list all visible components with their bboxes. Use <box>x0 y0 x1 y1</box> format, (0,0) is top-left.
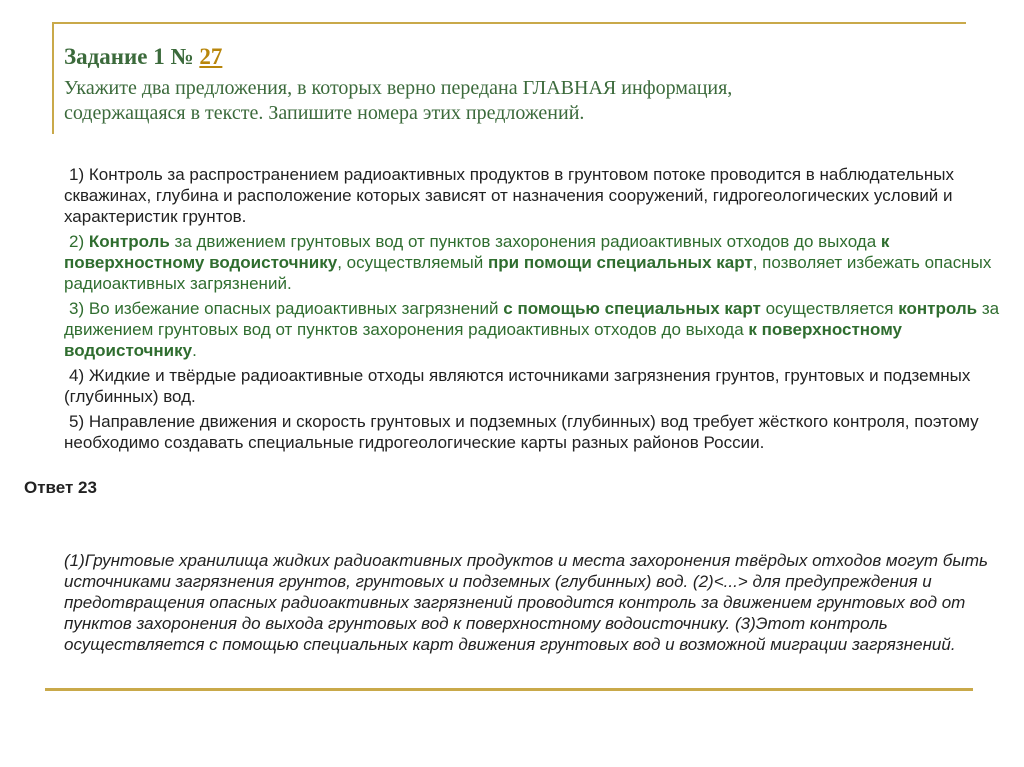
frame-top-line <box>52 22 966 24</box>
source-text: (1)Грунтовые хранилища жидких радиоактивных продуктов и места захоронения твёрдых отходов могут быть источниками загрязнения грунтов, грунтовых и подземных (глубинных) вод. (2)<...> для предупреждения и предотвращения опасных радиоактивных загрязнений проводится контроль за движением грунтовых вод от пунктов захоронения до выхода грунтовых вод к поверхностному водоисточнику. (3)Этот контроль осуществляется с помощью специальных карт движения грунтовых вод и возможной миграции загрязнений. <box>64 551 988 654</box>
task-prompt <box>64 76 964 126</box>
option-2 <box>64 231 1004 294</box>
option-5-text: 5) Направление движения и скорость грунтовых и подземных (глубинных) вод требует жёсткого контроля, поэтому необходимо создавать специальные гидрогеологические карты разных районов России. <box>64 412 979 452</box>
frame-left-line <box>52 22 54 134</box>
option-3-part: за движением грунтовых вод от пунктов захоронения радиоактивных отходов до выхода <box>64 299 1000 339</box>
option-1 <box>64 164 1004 227</box>
option-4-text: 4) Жидкие и твёрдые радиоактивные отходы являются источниками загрязнения грунтов, грунтовых и подземных (глубинных) вод. <box>64 366 971 406</box>
prompt-line-2: содержащаяся в тексте. Запишите номера этих предложений. <box>64 102 585 124</box>
option-3-part: 3) Во избежание опасных радиоактивных загрязнений <box>69 299 504 318</box>
option-3-bold: с помощью специальных карт <box>503 299 761 318</box>
option-2-part: , позволяет избежать опасных радиоактивных загрязнений. <box>64 253 992 293</box>
option-3-bold: к поверхностному водоисточнику <box>64 320 903 360</box>
task-title <box>64 42 964 72</box>
option-5 <box>64 411 1004 453</box>
option-2-part: за движением грунтовых вод от пунктов захоронения радиоактивных отходов до выхода <box>169 232 881 251</box>
task-number-link[interactable]: 27 <box>199 44 223 69</box>
prompt-line-1: Укажите два предложения, в которых верно передана ГЛАВНАЯ информация, <box>64 77 733 99</box>
option-3-part: осуществляется <box>760 299 899 318</box>
option-2-part: 2) <box>69 232 89 251</box>
option-2-bold: при помощи специальных карт <box>488 253 753 272</box>
task-heading <box>64 42 964 126</box>
option-2-part: , осуществляемый <box>337 253 488 272</box>
answer-label: Ответ 23 <box>24 478 97 497</box>
frame-bottom-line <box>45 688 973 691</box>
task-prefix: Задание 1 № <box>64 44 200 69</box>
option-2-bold: к поверхностному водоисточнику <box>64 232 890 272</box>
option-2-bold: Контроль <box>88 232 170 251</box>
option-3 <box>64 298 1004 361</box>
option-3-bold: контроль <box>898 299 978 318</box>
option-4 <box>64 365 1004 407</box>
option-1-text: 1) Контроль за распространением радиоактивных продуктов в грунтовом потоке проводится в наблюдательных скважинах, глубина и расположение которых зависят от назначения сооружений, гидрогеологических условий и характеристик грунтов. <box>64 165 955 226</box>
answer-options <box>64 164 1004 457</box>
option-3-part: . <box>192 341 197 360</box>
